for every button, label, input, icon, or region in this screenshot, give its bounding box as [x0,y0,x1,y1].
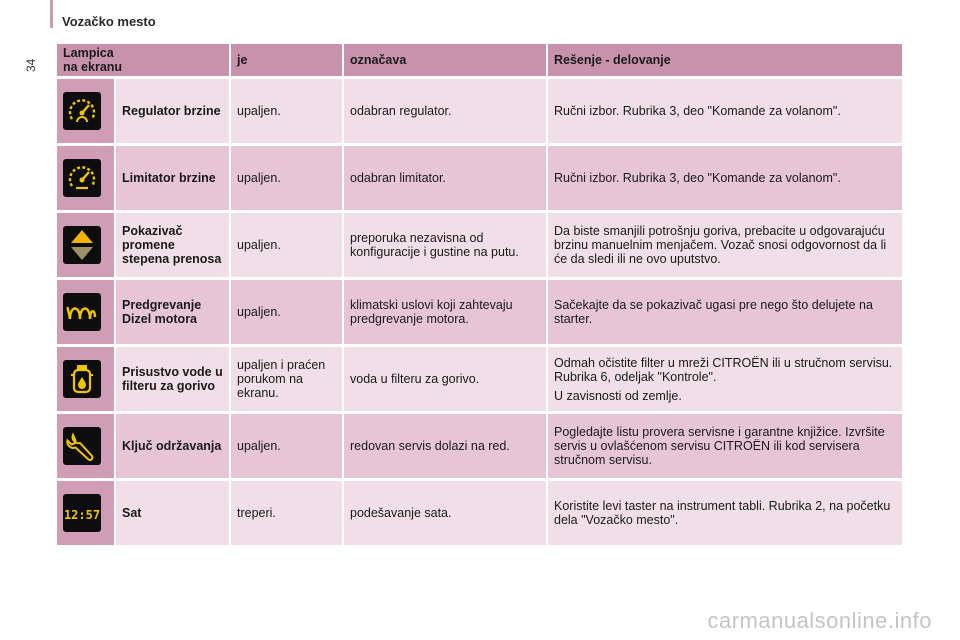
lamp-meaning: podešavanje sata. [343,480,547,547]
table-row [57,413,903,480]
header-lamp: Lampica na ekranu [57,44,230,78]
lamp-action: Pogledajte listu provera servisne i garantne knjižice. Izvršite servis u ovlašćenom servisu CITROËN ili kod servisera stručnom servisu. [547,413,903,480]
watermark: carmanualsonline.info [707,608,932,633]
lamp-meaning: redovan servis dolazi na red. [343,413,547,480]
table-row [57,480,903,547]
lamp-action: Ručni izbor. Rubrika 3, deo "Komande za volanom". [547,78,903,145]
lamp-meaning: preporuka nezavisna od konfiguracije i gustine na putu. [343,212,547,279]
lamp-action: Odmah očistite filter u mreži CITROËN ili u stručnom servisu. Rubrika 6, odeljak "Kontrole". U zavisnosti od zemlje. [547,346,903,413]
lamp-meaning: odabran regulator. [343,78,547,145]
lamp-meaning: klimatski uslovi koji zahtevaju predgrevanje motora. [343,279,547,346]
lamp-state: upaljen. [230,145,343,212]
lamp-state: treperi. [230,480,343,547]
warning-lights-table [57,44,904,548]
lamp-action: Koristite levi taster na instrument tabli. Rubrika 2, na početku dela "Vozačko mesto". [547,480,903,547]
lamp-name: Regulator brzine [115,78,230,145]
lamp-state: upaljen. [230,78,343,145]
table-row [57,145,903,212]
margin-rule [50,0,53,28]
table-row [57,78,903,145]
lamp-state: upaljen. [230,413,343,480]
speed-regulator-icon [63,92,101,130]
lamp-state: upaljen. [230,279,343,346]
page-title: Vozačko mesto [62,14,156,29]
lamp-action: Da biste smanjili potrošnju goriva, prebacite u odgovarajuću brzinu manuelnim menjačem. Vozač snosi odgovornost da li će da sledi ili ne ovo uputstvo. [547,212,903,279]
lamp-name: Limitator brzine [115,145,230,212]
water-in-fuel-filter-icon [63,360,101,398]
glow-plug-icon [63,293,101,331]
lamp-meaning: voda u filteru za gorivo. [343,346,547,413]
table-row [57,279,903,346]
lamp-action: Ručni izbor. Rubrika 3, deo "Komande za volanom". [547,145,903,212]
lamp-name: Pokazivač promene stepena prenosa [115,212,230,279]
page-number: 34 [24,58,38,72]
lamp-name: Sat [115,480,230,547]
lamp-action: Sačekajte da se pokazivač ugasi pre nego što delujete na starter. [547,279,903,346]
lamp-state: upaljen i praćen porukom na ekranu. [230,346,343,413]
service-wrench-icon [63,427,101,465]
speed-limiter-icon [63,159,101,197]
header-state: je [230,44,343,78]
gear-shift-indicator-icon [63,226,101,264]
header-action: Rešenje - delovanje [547,44,903,78]
clock-display-icon [63,494,101,532]
lamp-state: upaljen. [230,212,343,279]
lamp-name: Predgrevanje Dizel motora [115,279,230,346]
svg-text:12:57: 12:57 [63,508,101,522]
lamp-name: Prisustvo vode u filteru za gorivo [115,346,230,413]
header-meaning: označava [343,44,547,78]
table-header-row [57,44,903,78]
table-row [57,346,903,413]
lamp-meaning: odabran limitator. [343,145,547,212]
table-row [57,212,903,279]
lamp-name: Ključ održavanja [115,413,230,480]
